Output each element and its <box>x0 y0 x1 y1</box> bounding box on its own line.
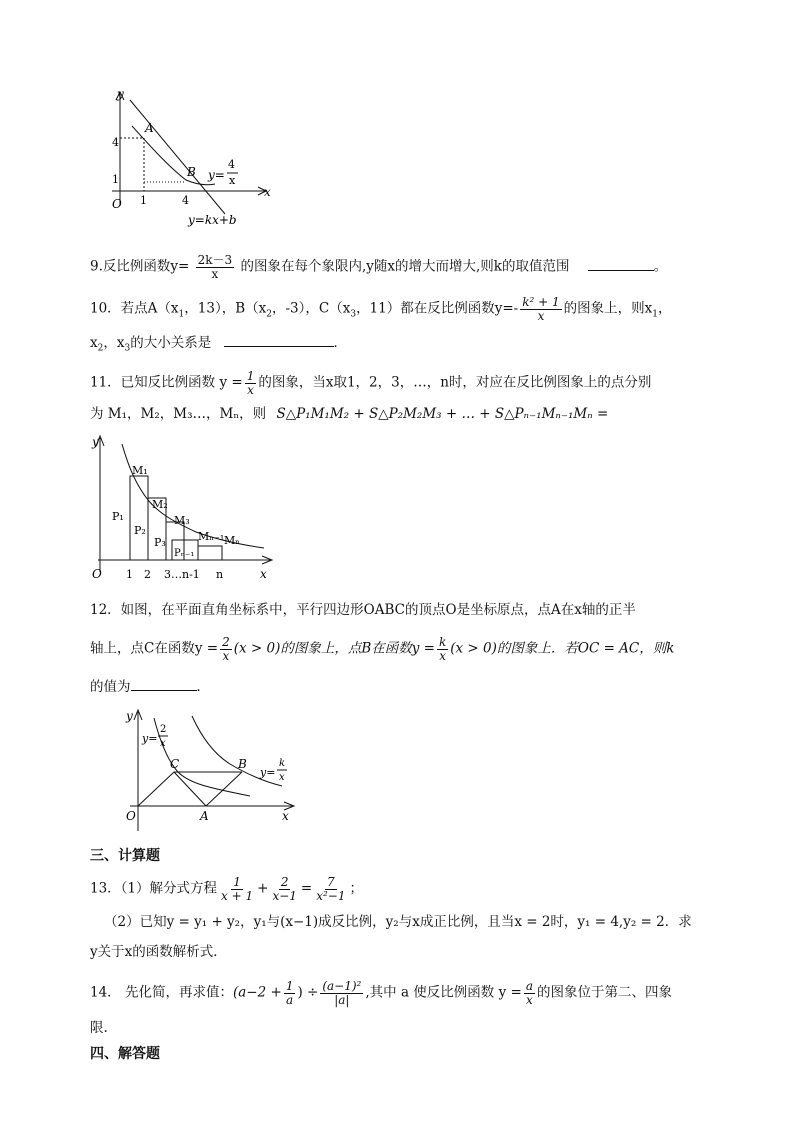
answer-blank-12[interactable] <box>131 676 197 691</box>
q14-fraction-2: $\frac{\text{(a−1)²}}{|a|}$ <box>322 979 362 1007</box>
q11-fraction: $\frac{1}{x}$ <box>246 369 255 397</box>
figure-parallelogram-oabc <box>110 706 300 836</box>
curve-label-den: x <box>229 174 236 187</box>
label-y-k-over-x-num: k <box>279 758 286 769</box>
figure-hyperbola-rectangles <box>88 432 278 584</box>
tick-x-4: 4 <box>182 194 189 207</box>
origin-label: O <box>126 809 136 823</box>
label-y-2-over-x-num: 2 <box>160 724 167 735</box>
q13-fraction-3: $\frac{7}{\text{x²−1}}$ <box>316 875 346 903</box>
label-mn-1: Mₙ₋₁ <box>198 530 225 543</box>
label-m3: M₃ <box>174 514 190 527</box>
label-p2: P₂ <box>134 524 146 537</box>
point-a-label: A <box>200 809 209 823</box>
answer-blank-10[interactable] <box>224 332 334 347</box>
tick-2: 2 <box>144 568 151 581</box>
point-b-label: B <box>238 757 247 771</box>
y-axis-label: y <box>117 87 124 101</box>
x-axis-label: x <box>282 809 289 823</box>
q13-fraction-2: $\frac{2}{x-1}$ <box>272 875 297 903</box>
q13-fraction-1: $\frac{1}{x + 1}$ <box>221 875 254 903</box>
q14-fraction-1: $\frac{1}{a}$ <box>285 979 294 1007</box>
origin-label: O <box>112 197 122 211</box>
question-14-line-2: 限. <box>90 1020 108 1036</box>
origin-label: O <box>92 567 102 581</box>
q14-fraction-3: $\frac{a}{x}$ <box>525 979 533 1007</box>
question-11-line-2: 为 M₁，M₂，M₃…，Mₙ，则 S△P₁M₁M₂ + S△P₂M₂M₃ + … + S△Pₙ₋₁Mₙ₋₁Mₙ = <box>90 406 609 422</box>
question-12-line-3: 的值为 ． <box>90 676 210 697</box>
point-a-label: A <box>145 121 154 135</box>
tick-3-n-1: 3…n-1 <box>164 568 200 581</box>
q12-fraction-2: $\frac{k}{x}$ <box>438 635 447 663</box>
question-11-line-1: 11．已知反比例函数 y = $\frac{1}{x}$ 的图象，当x取1，2，3，…，n时，对应在反比例图象上的点分别 <box>90 369 652 397</box>
y-axis-label: y <box>126 709 133 723</box>
question-12-line-1: 12．如图，在平面直角坐标系中，平行四边形OABC的顶点O是坐标原点，点A在x轴的正半 <box>90 602 636 618</box>
question-13-part-2-line-2: y关于x的函数解析式． <box>90 944 227 960</box>
point-c-label: C <box>170 757 180 771</box>
section-4-heading: 四、解答题 <box>90 1046 160 1062</box>
x-axis-label: x <box>264 185 271 199</box>
q9-fraction: $\frac{2k-3}{x}$ <box>197 253 233 281</box>
q11-sum-expression: S△P₁M₁M₂ + S△P₂M₂M₃ + … + S△Pₙ₋₁Mₙ₋₁Mₙ = <box>276 406 609 422</box>
question-12-line-2: 轴上，点C在函数y = $\frac{2}{x}$ (x > 0)的图象上，点B在函数y = $\frac{k}{x}$ (x > 0)的图象上．若OC = AC，则k <box>90 635 675 663</box>
label-p1: P₁ <box>112 510 124 523</box>
y-axis-label: y <box>92 435 99 449</box>
tick-x-1: 1 <box>140 194 147 207</box>
label-y-2-over-x-den: x <box>160 738 166 749</box>
label-y-k-over-x-lhs: y= <box>260 766 276 779</box>
question-14-line-1: 14． 先化简，再求值：(a−2 + $\frac{1}{a}$ ) ÷ $\frac{\text{(a−1)²}}{|a|}$ ,其中 a 使反比例函数 y = $\frac{a}{x}$ 的图象位于第二、四象 <box>90 979 672 1007</box>
answer-blank-9[interactable] <box>588 256 654 271</box>
label-mn: Mₙ <box>224 534 241 547</box>
label-y-k-over-x-den: x <box>279 772 285 783</box>
question-13-part-1: 13．（1）解分式方程 $\frac{1}{x + 1}$ + $\frac{2}{x-1}$ = $\frac{7}{\text{x²−1}}$ ； <box>90 875 363 903</box>
section-3-heading: 三、计算题 <box>90 848 160 864</box>
tick-1: 1 <box>126 568 133 581</box>
curve-y-2-over-x <box>154 718 250 796</box>
q12-fraction-1: $\frac{2}{x}$ <box>222 635 230 663</box>
point-b-label: B <box>187 165 196 179</box>
label-m2: M₂ <box>152 498 168 511</box>
line-label: y=kx+b <box>188 213 237 227</box>
figure-line-hyperbola <box>100 86 280 228</box>
tick-y-4: 4 <box>112 136 119 149</box>
tick-n: n <box>216 568 224 581</box>
x-axis-label: x <box>260 567 267 581</box>
label-p3: P₃ <box>154 536 166 549</box>
curve-label-num: 4 <box>228 158 235 171</box>
question-13-part-2-line-1: （2）已知y = y₁ + y₂，y₁与(x−1)成反比例，y₂与x成正比例，且当x = 2时，y₁ = 4,y₂ = 2．求 <box>104 914 692 930</box>
q10-fraction: $\frac{\text{k² + 1}}{x}$ <box>522 295 560 323</box>
label-pn-1: Pₙ₋₁ <box>174 548 195 559</box>
label-m1: M₁ <box>132 464 148 477</box>
tick-y-1: 1 <box>112 173 119 186</box>
question-9: 9.反比例函数y= $\frac{2k-3}{x}$ 的图象在每个象限内,y随x的增大而增大,则k的取值范围 。 <box>90 253 668 281</box>
label-y-2-over-x-lhs: y= <box>142 732 158 745</box>
question-10-line-2: $x_2$，$x_3$的大小关系是 ． <box>90 332 347 359</box>
curve-label-lhs: y= <box>208 168 225 182</box>
question-10-line-1: 10．若点$A(x_1$，13），$B(x_2$，-3），$C(x_3$，11）都在反比例函数y=- $\frac{\text{k² + 1}}{x}$ 的图象上，则$x_1$， <box>90 295 672 323</box>
